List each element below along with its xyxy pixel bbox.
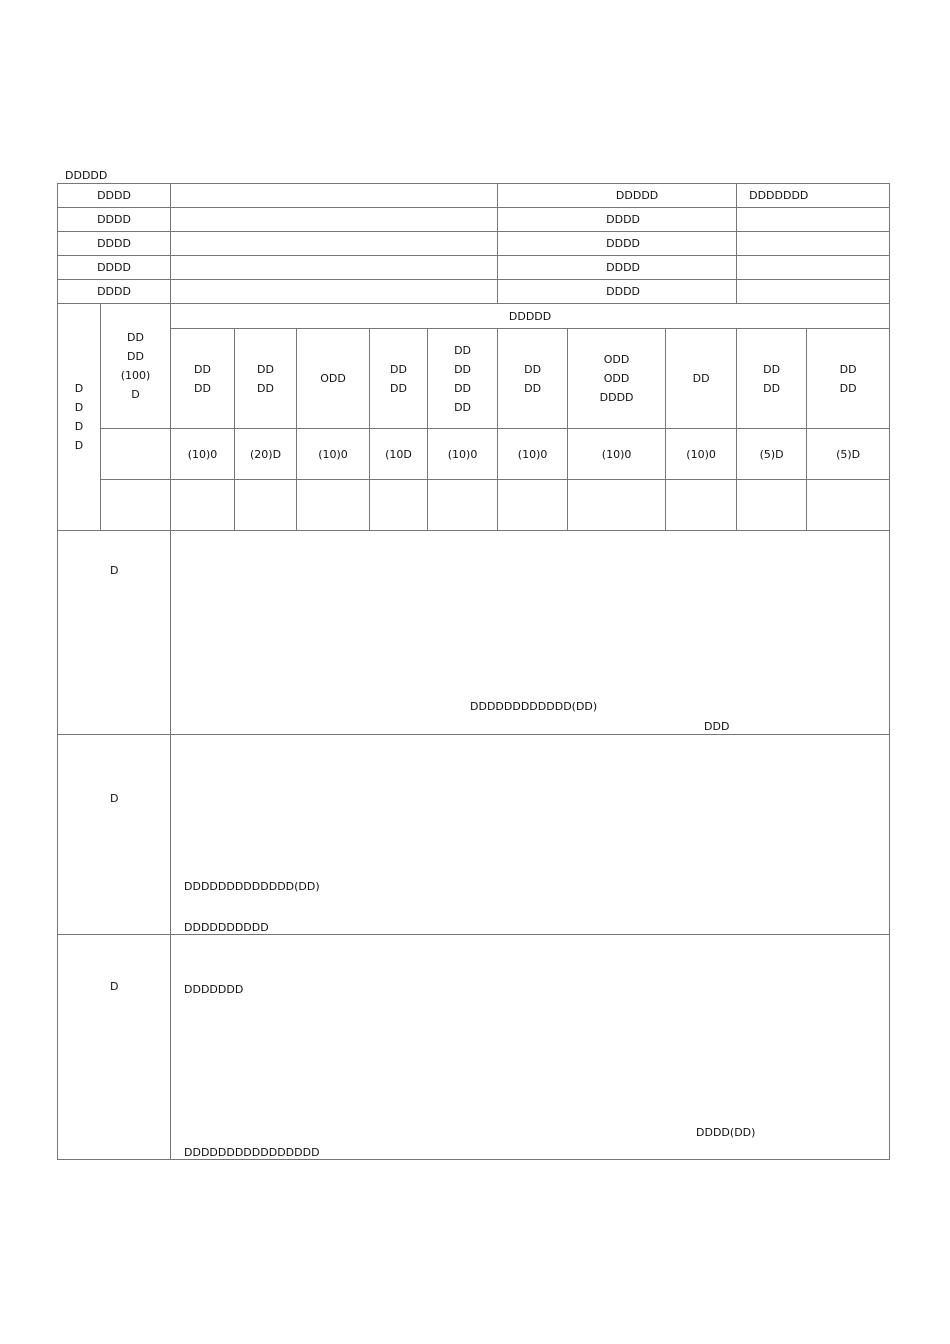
section-3-content[interactable] <box>171 935 890 1160</box>
score-item-points: (20)D <box>235 429 297 480</box>
score-item-points: (10)0 <box>297 429 370 480</box>
section-1-label: D <box>110 564 119 577</box>
score-item-name: DD <box>666 329 737 429</box>
score-item-points: (10)0 <box>666 429 737 480</box>
score-item-points: (10)0 <box>498 429 568 480</box>
score-entry-field[interactable] <box>737 480 807 531</box>
score-entry-field[interactable] <box>428 480 498 531</box>
section-3-date: DDDDDDDDDDDDDDDD <box>184 1146 320 1159</box>
score-item-names-row <box>58 329 890 429</box>
section-3-label-cell <box>58 935 171 1160</box>
score-item-points: (5)D <box>737 429 807 480</box>
info-label: DDDD <box>58 208 171 232</box>
info-mid-label: DDDD <box>498 280 737 304</box>
form-title: DDDDD <box>65 169 108 182</box>
info-mid-value-field[interactable] <box>737 256 890 280</box>
info-mid-value-field[interactable] <box>737 280 890 304</box>
score-item-name: DD DD <box>807 329 890 429</box>
info-label: DDDD <box>58 280 171 304</box>
total-score-field[interactable] <box>101 429 171 480</box>
score-entry-field[interactable] <box>297 480 370 531</box>
score-points-row <box>58 429 890 480</box>
score-entry-field[interactable] <box>568 480 666 531</box>
score-item-points: (5)D <box>807 429 890 480</box>
info-value-field[interactable] <box>171 208 498 232</box>
section-2-signature: DDDDDDDDDDDDD(DD) <box>184 880 320 893</box>
score-item-name: DD DD <box>235 329 297 429</box>
score-item-name: DD DD DD DD <box>428 329 498 429</box>
info-mid-value-field[interactable] <box>737 208 890 232</box>
section-1-row <box>58 531 890 735</box>
score-item-points: (10)0 <box>171 429 235 480</box>
section-2-row <box>58 735 890 935</box>
section-2-label: D <box>110 792 119 805</box>
info-mid-label: DDDD <box>498 208 737 232</box>
score-item-name: DD DD <box>171 329 235 429</box>
score-item-name: DD DD <box>498 329 568 429</box>
evaluation-form-table <box>57 183 890 1160</box>
score-entry-field[interactable] <box>498 480 568 531</box>
info-row <box>58 256 890 280</box>
score-item-name: ODD ODD DDDD <box>568 329 666 429</box>
score-item-name: ODD <box>297 329 370 429</box>
total-score-label: DD DD (100) D <box>101 304 171 429</box>
section-3-signature: DDDD(DD) <box>696 1126 756 1139</box>
info-value-field[interactable] <box>171 184 498 208</box>
section-1-label-cell <box>58 531 171 735</box>
info-label: DDDD <box>58 184 171 208</box>
info-mid-label: DDDDD <box>498 184 737 208</box>
score-entry-field[interactable] <box>235 480 297 531</box>
score-header-row <box>58 304 890 329</box>
info-value-field[interactable] <box>171 232 498 256</box>
score-entry-field[interactable] <box>171 480 235 531</box>
info-row <box>58 184 890 208</box>
score-entry-row <box>58 480 890 531</box>
section-1-content[interactable] <box>171 531 890 735</box>
section-3-label: D <box>110 980 119 993</box>
section-3-row <box>58 935 890 1160</box>
score-entry-field[interactable] <box>666 480 737 531</box>
score-side-label: D D D D <box>58 304 101 531</box>
score-group-header: DDDDD <box>171 304 890 329</box>
section-2-date: DDDDDDDDDD <box>184 921 269 934</box>
info-mid-value-field[interactable] <box>737 232 890 256</box>
section-2-label-cell <box>58 735 171 935</box>
info-mid-value: DDDDDDD <box>737 184 890 208</box>
info-value-field[interactable] <box>171 256 498 280</box>
info-row <box>58 208 890 232</box>
section-1-signature: DDDDDDDDDDDD(DD) <box>470 700 598 713</box>
score-entry-field[interactable] <box>807 480 890 531</box>
score-item-name: DD DD <box>370 329 428 429</box>
total-score-entry[interactable] <box>101 480 171 531</box>
section-1-date: DDD <box>704 720 730 733</box>
info-row <box>58 232 890 256</box>
info-label: DDDD <box>58 232 171 256</box>
section-2-content[interactable] <box>171 735 890 935</box>
score-item-name: DD DD <box>737 329 807 429</box>
info-mid-label: DDDD <box>498 232 737 256</box>
score-item-points: (10)0 <box>568 429 666 480</box>
info-row <box>58 280 890 304</box>
info-mid-label: DDDD <box>498 256 737 280</box>
info-label: DDDD <box>58 256 171 280</box>
section-3-opinion: DDDDDDD <box>184 983 244 996</box>
score-entry-field[interactable] <box>370 480 428 531</box>
info-value-field[interactable] <box>171 280 498 304</box>
score-item-points: (10D <box>370 429 428 480</box>
score-item-points: (10)0 <box>428 429 498 480</box>
